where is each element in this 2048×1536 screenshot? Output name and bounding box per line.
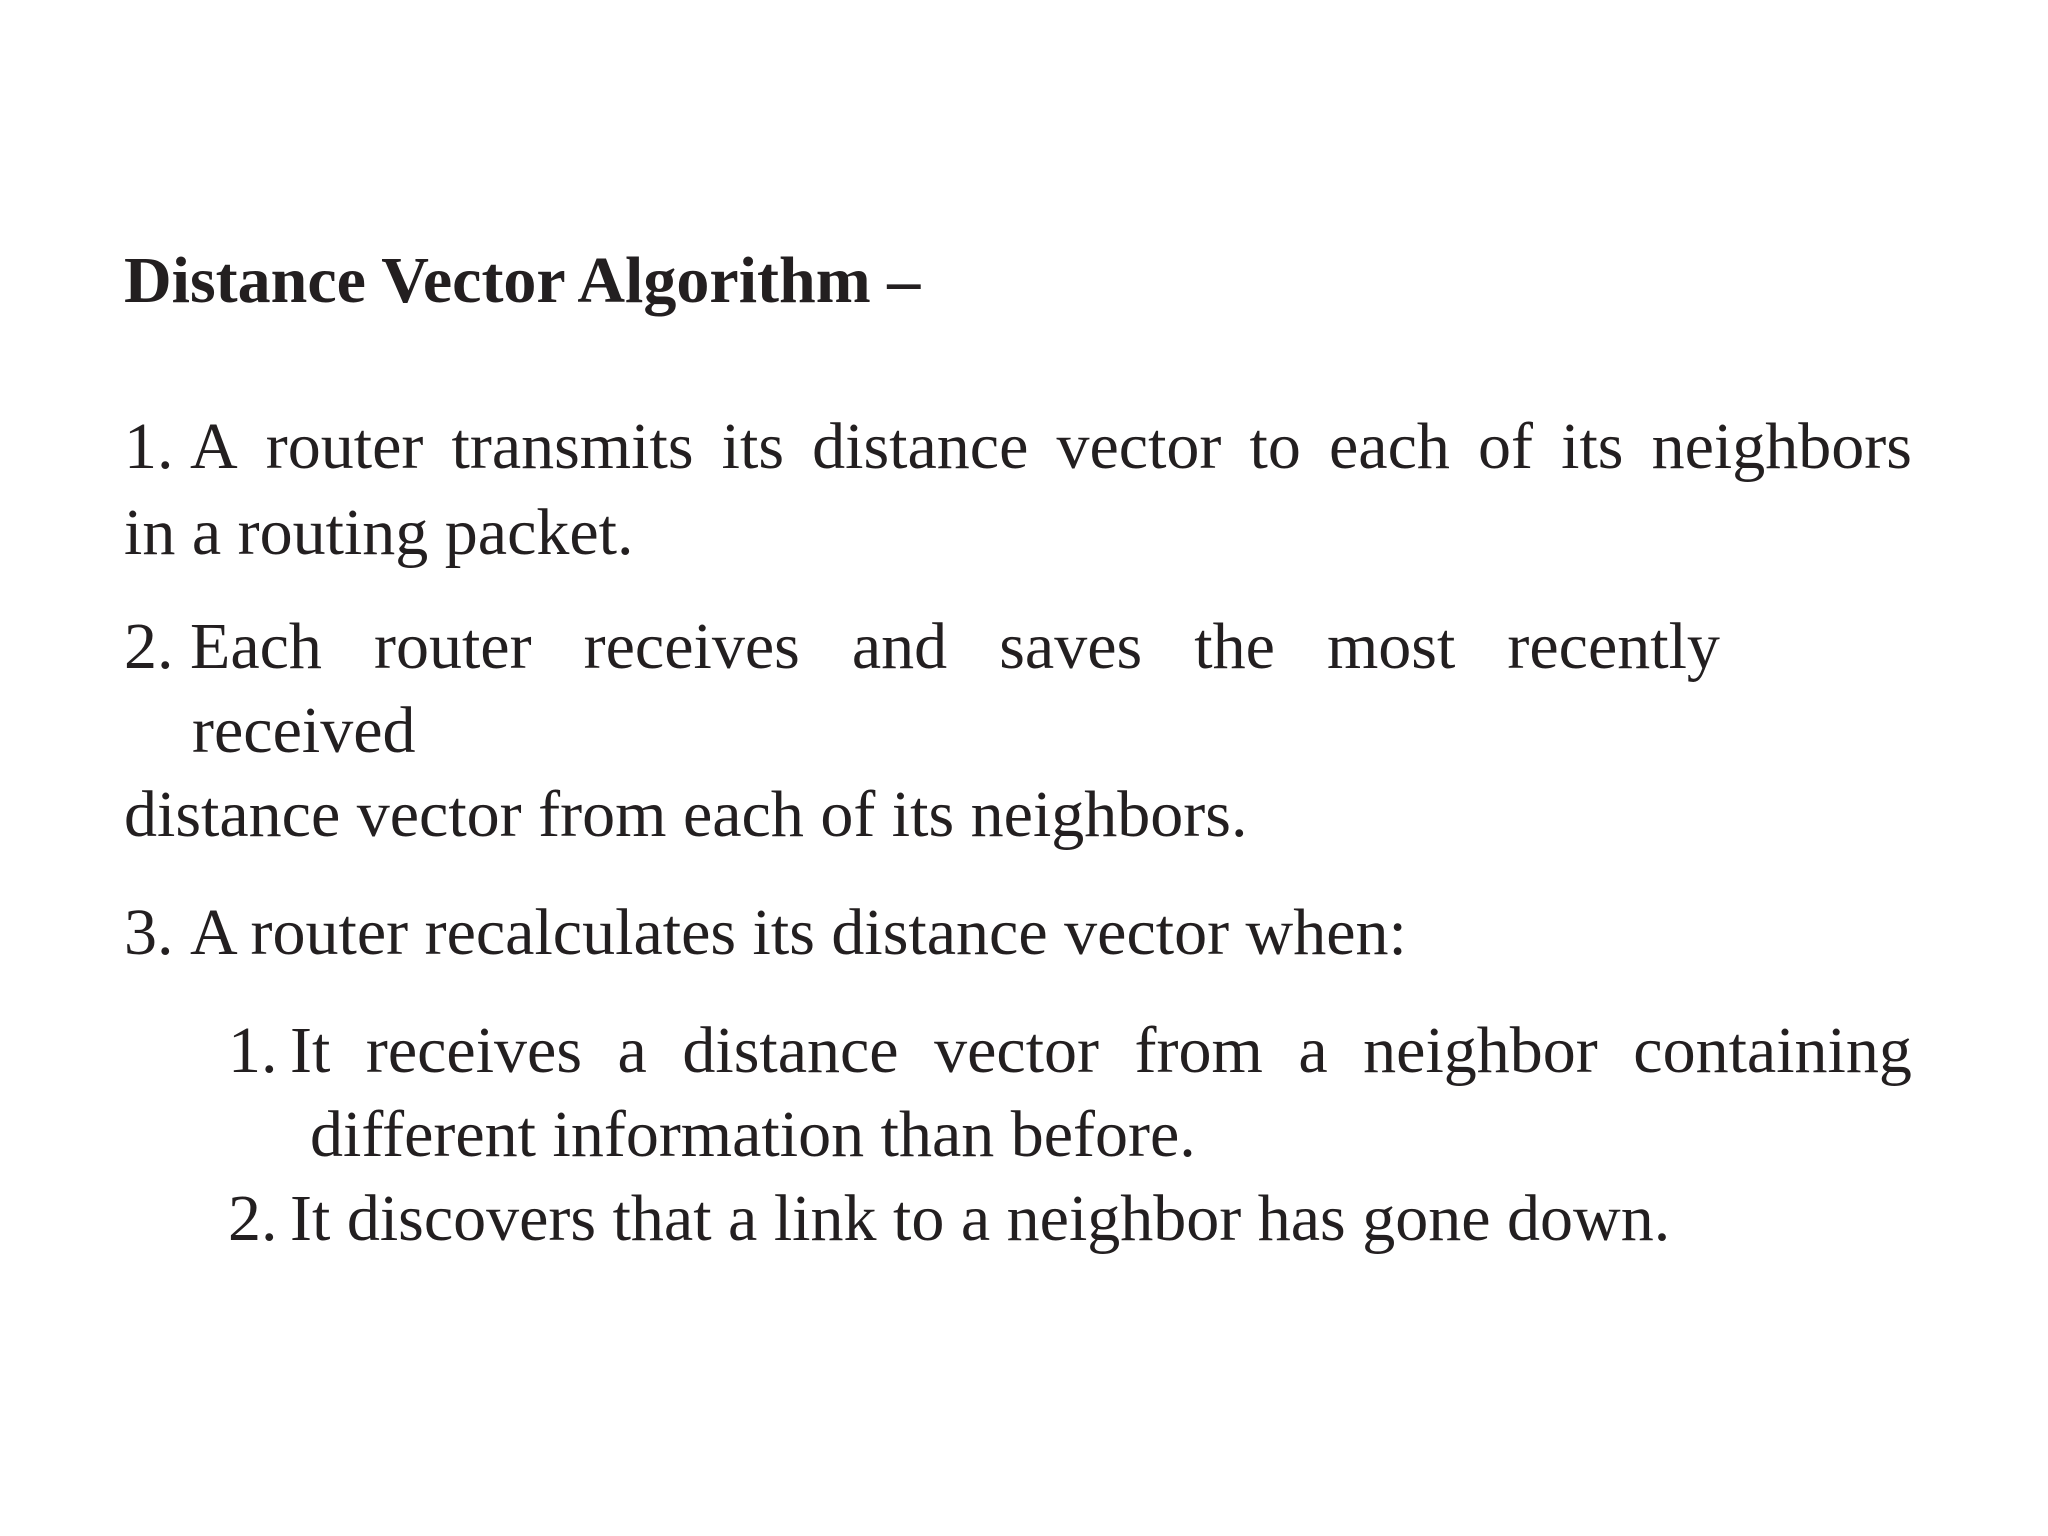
subitem-1-word: containing bbox=[1633, 1014, 1912, 1087]
item-2-number: 2. bbox=[124, 610, 174, 683]
item-1-word: of bbox=[1478, 410, 1533, 483]
item-1-word: distance bbox=[812, 410, 1029, 483]
subitem-1-word: It bbox=[290, 1014, 331, 1087]
subitem-1-word: vector bbox=[934, 1014, 1100, 1087]
page-title: Distance Vector Algorithm – bbox=[124, 244, 921, 317]
subitem-1-word: neighbor bbox=[1363, 1014, 1598, 1087]
item-1-word: its bbox=[1561, 410, 1624, 483]
item-1-number: 1. bbox=[124, 410, 174, 483]
subitem-2-line-1: It discovers that a link to a neighbor has gone down. bbox=[290, 1182, 1671, 1255]
item-1-word: to bbox=[1249, 410, 1301, 483]
item-2-word: and bbox=[851, 610, 948, 683]
subitem-1-word: from bbox=[1134, 1014, 1263, 1087]
item-1-word: A bbox=[190, 410, 238, 483]
item-2-word: saves bbox=[999, 610, 1143, 683]
item-1-line-1 bbox=[190, 410, 1912, 483]
item-2-word: router bbox=[373, 610, 532, 683]
item-2-line-3: distance vector from each of its neighbors. bbox=[124, 778, 1248, 851]
item-2-word: Each bbox=[190, 610, 322, 683]
item-1-word: vector bbox=[1056, 410, 1222, 483]
item-2-word: receives bbox=[583, 610, 800, 683]
item-1-word: router bbox=[265, 410, 424, 483]
item-1-word: its bbox=[721, 410, 784, 483]
item-3-line-1: A router recalculates its distance vector when: bbox=[190, 896, 1407, 969]
item-2-word: the bbox=[1194, 610, 1275, 683]
item-2-line-1 bbox=[190, 610, 1720, 683]
subitem-1-word: receives bbox=[365, 1014, 583, 1087]
subitem-1-line-2: different information than before. bbox=[310, 1098, 1196, 1171]
item-2-line-2: received bbox=[192, 694, 416, 767]
subitem-1-line-1 bbox=[290, 1014, 1912, 1087]
item-2-word: recently bbox=[1507, 610, 1720, 683]
item-1-line-2: in a routing packet. bbox=[124, 496, 634, 569]
item-1-word: each bbox=[1329, 410, 1450, 483]
subitem-1-number: 1. bbox=[228, 1014, 278, 1087]
item-1-word: neighbors bbox=[1651, 410, 1912, 483]
item-1-word: transmits bbox=[451, 410, 694, 483]
subitem-2-number: 2. bbox=[228, 1182, 278, 1255]
subitem-1-word: a bbox=[1298, 1014, 1328, 1087]
item-3-number: 3. bbox=[124, 896, 174, 969]
subitem-1-word: a bbox=[617, 1014, 647, 1087]
subitem-1-word: distance bbox=[682, 1014, 899, 1087]
item-2-word: most bbox=[1326, 610, 1456, 683]
